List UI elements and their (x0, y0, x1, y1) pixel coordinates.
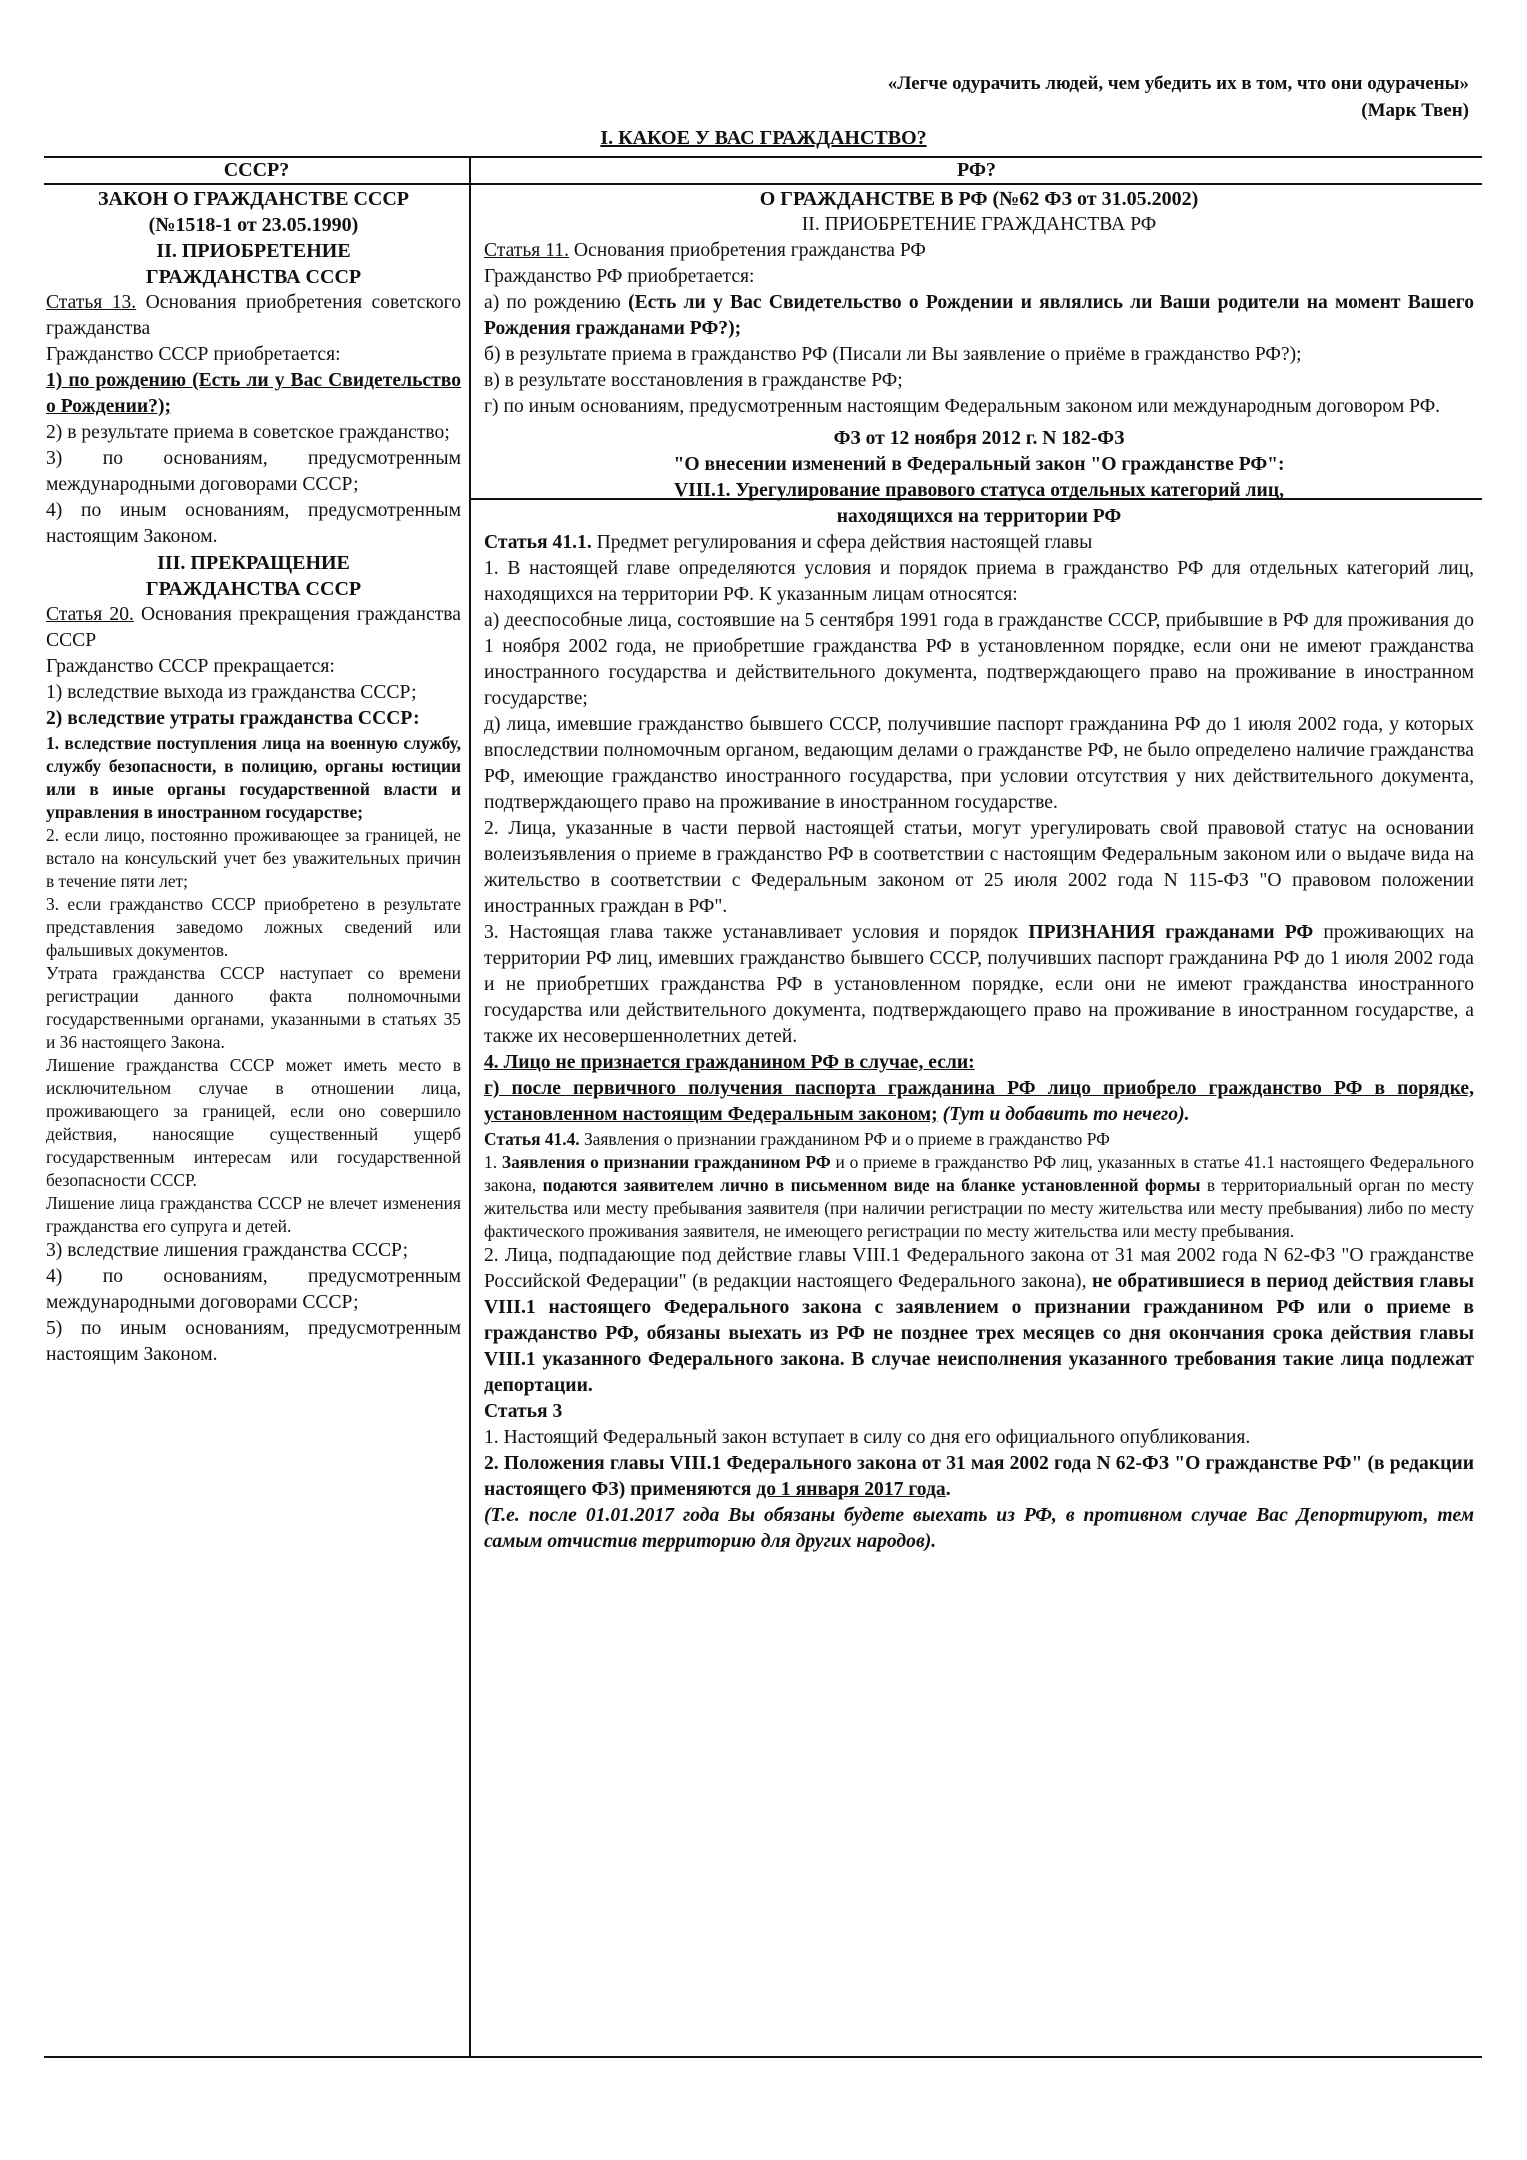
epigraph-author: (Марк Твен) (1361, 100, 1469, 121)
ussr-column (46, 186, 461, 1368)
ussr-art13-label: Статья 13. (46, 292, 137, 313)
column-headers (44, 158, 1482, 185)
art411-p4: 4. Лицо не признается гражданином РФ в случае, если: (484, 1052, 975, 1073)
ussr-sec3-title: III. ПРЕКРАЩЕНИЕ (157, 552, 350, 574)
art3-p2 (484, 1451, 1474, 1503)
rf-acq-a (484, 290, 1474, 342)
ussr-term-1: 1) вследствие выхода из гражданства СССР; (46, 682, 417, 703)
ussr-term-5: 5) по иным основаниям, предусмотренным настоящим Законом. (46, 1318, 461, 1365)
rf-acq-intro: Гражданство РФ приобретается: (484, 266, 755, 287)
rf-law-title: О ГРАЖДАНСТВЕ В РФ (№62 ФЗ от 31.05.2002) (759, 188, 1199, 210)
column-divider (469, 158, 471, 2056)
ussr-art20-label: Статья 20. (46, 604, 134, 625)
ussr-loss-note-3: Лишение лица гражданства СССР не влечет изменения гражданства его супруга и детей. (46, 1193, 461, 1236)
comparison-table (44, 156, 1482, 2058)
art411-text: Предмет регулирования и сфера действия настоящей главы (591, 532, 1093, 553)
epigraph (569, 70, 1469, 124)
fz-title-4: находящихся на территории РФ (836, 506, 1122, 527)
ussr-art20-text: Основания прекращения гражданства СССР (46, 604, 461, 651)
fz-title-3: VIII.1. Урегулирование правового статуса отдельных категорий лиц, (673, 480, 1285, 501)
art414-p2-b: не обратившиеся в период действия главы VIII.1 настоящего Федерального закона с заявлением о признании гражданином РФ или о приеме в гражданство РФ, обязаны выехать из РФ не позднее трех месяцев со дня окончания срока действия главы VIII.1 указанного Федерального закона. В случае неисполнения указанного требования такие лица подлежат депортации. (484, 1271, 1474, 1396)
ussr-acq-4: 4) по иным основаниям, предусмотренным настоящим Законом. (46, 500, 461, 547)
art3-p2-a: 2. Положения главы VIII.1 Федерального закона от 31 мая 2002 года N 62-ФЗ "О гражданстве РФ" (в редакции настоящего ФЗ) применяются (484, 1453, 1474, 1500)
section-title: I. КАКОЕ У ВАС ГРАЖДАНСТВО? (600, 127, 927, 149)
art411-p3-c: проживающих на территории РФ лиц, имевших гражданство бывшего СССР, получивших паспорт гражданина РФ до 1 июля 2002 года и не приобретших гражданства РФ в установленном порядке, если они не имеют гражданства иностранного государства или действительного документа, подтверждающего право на проживание в иностранном государстве, а также их несовершеннолетних детей. (484, 922, 1474, 1047)
ussr-acq-1: 1) по рождению (Есть ли у Вас Свидетельство о Рождении?); (46, 370, 461, 417)
art414-p2 (484, 1243, 1474, 1399)
art411-p4g-text: г) после первичного получения паспорта гражданина РФ лицо приобрело гражданство РФ в порядке, установленном настоящим Федеральным законом; (484, 1078, 1474, 1125)
art411-p2: 2. Лица, указанные в части первой настоящей статьи, могут урегулировать свой правовой статус на основании волеизъявления о приеме в гражданство РФ в соответствии с настоящим Федеральным законом или о выдаче вида на жительство в соответствии с Федеральным законом от 25 июля 2002 года N 115-ФЗ "О правовом положении иностранных граждан в РФ". (484, 818, 1474, 917)
art414-p1 (484, 1151, 1474, 1243)
art411-p4g (484, 1076, 1474, 1128)
art414-label: Статья 41.4. (484, 1129, 580, 1149)
art3-label: Статья 3 (484, 1401, 563, 1422)
rf-art11 (484, 238, 1474, 264)
art414-p2-a: 2. Лица, подпадающие под действие главы VIII.1 Федерального закона от 31 мая 2002 года N 62-ФЗ "О гражданстве Российской Федерации" (в редакции настоящего Федерального закона), (484, 1245, 1474, 1292)
rf-sec2-title: II. ПРИОБРЕТЕНИЕ ГРАЖДАНСТВА РФ (801, 214, 1157, 235)
art414-text: Заявления о признании гражданином РФ и о приеме в гражданство РФ (579, 1129, 1110, 1149)
ussr-term-4: 4) по основаниям, предусмотренным международными договорами СССР; (46, 1266, 461, 1313)
art414-p1-e: в территориальный орган по месту жительства или месту пребывания заявителя (при наличии регистрации по месту жительства или месту пребывания) либо по месту фактического проживания заявителя, не имеющего регистрации по месту жительства или месту пребывания. (484, 1175, 1474, 1241)
art411-heading (484, 530, 1474, 556)
art3-note: (Т.е. после 01.01.2017 года Вы обязаны будете выехать из РФ, в противном случае Вас Депортируют, тем самым отчистив территорию для других народов). (484, 1505, 1474, 1552)
ussr-term-intro: Гражданство СССР прекращается: (46, 656, 335, 677)
ussr-sec2-subtitle: ГРАЖДАНСТВА СССР (145, 266, 362, 288)
ussr-loss-3: 3. если гражданство СССР приобретено в результате представления заведомо ложных сведений или фальшивых документов. (46, 894, 461, 960)
art411-a: а) дееспособные лица, состоявшие на 5 сентября 1991 года в гражданстве СССР, прибывшие в РФ для проживания до 1 ноября 2002 года, не приобретшие гражданства РФ в установленном порядке, если они не имеют гражданства иностранного государства и действительного документа, подтверждающего право на проживание в иностранном государстве; (484, 610, 1474, 709)
art414-p1-a: 1. (484, 1152, 502, 1172)
art411-p4g-note: (Тут и добавить то нечего). (937, 1104, 1190, 1125)
art411-p3-a: 3. Настоящая глава также устанавливает условия и порядок (484, 922, 1029, 943)
ussr-law-number: (№1518-1 от 23.05.1990) (148, 214, 359, 236)
fz-title-1: ФЗ от 12 ноября 2012 г. N 182-ФЗ (833, 428, 1125, 449)
art414-p1-d: подаются заявителем лично в письменном виде на бланке установленной формы (542, 1175, 1201, 1195)
rf-column (484, 186, 1474, 1555)
rf-acq-v: в) в результате восстановления в гражданстве РФ; (484, 370, 903, 391)
art3-p1: 1. Настоящий Федеральный закон вступает в силу со дня его официального опубликования. (484, 1427, 1251, 1448)
art414-heading (484, 1128, 1474, 1151)
art411-d: д) лица, имевшие гражданство бывшего СССР, получившие паспорт гражданина РФ до 1 июля 2002 года, у которых впоследствии полномочным органом, ведающим делами о гражданстве РФ, не было определено наличие гражданства РФ, имеющие гражданство иностранного государства, при условии отсутствия у них действительного документа, подтверждающего право на проживание в иностранном государстве. (484, 714, 1474, 813)
art414-p1-b: Заявления о признании гражданином РФ (501, 1152, 831, 1172)
rf-acq-g: г) по иным основаниям, предусмотренным настоящим Федеральным законом или международным договором РФ. (484, 396, 1441, 417)
rf-art11-text: Основания приобретения гражданства РФ (568, 240, 926, 261)
ussr-sec2-title: II. ПРИОБРЕТЕНИЕ (156, 240, 351, 262)
ussr-acq-2: 2) в результате приема в советское гражданство; (46, 422, 450, 443)
ussr-loss-2: 2. если лицо, постоянно проживающее за границей, не встало на консульский учет без уважительных причин в течение пяти лет; (46, 825, 461, 891)
ussr-loss-note-1: Утрата гражданства СССР наступает со времени регистрации данного факта полномочными государственными органами, указанными в статьях 35 и 36 настоящего Закона. (46, 963, 461, 1052)
column-header-rf: РФ? (956, 159, 997, 181)
ussr-acq-intro: Гражданство СССР приобретается: (46, 344, 341, 365)
rf-acq-a-bold: (Есть ли у Вас Свидетельство о Рождении и являлись ли Ваши родители на момент Вашего Рождения гражданами РФ?); (484, 292, 1474, 339)
art3-p2-b: до 1 января 2017 года (756, 1479, 946, 1500)
ussr-loss-note-2: Лишение гражданства СССР может иметь место в исключительном случае в отношении лица, проживающего за границей, если оно совершило действия, наносящие существенный ущерб государственным интересам или государственной безопасности СССР. (46, 1055, 461, 1190)
ussr-art20 (46, 602, 461, 654)
art3-p2-c: . (945, 1479, 951, 1500)
rf-acq-b: б) в результате приема в гражданство РФ (Писали ли Вы заявление о приёме в гражданство РФ?); (484, 344, 1302, 365)
ussr-term-3: 3) вследствие лишения гражданства СССР; (46, 1240, 409, 1261)
ussr-art13 (46, 290, 461, 342)
art414-p1-c: и о приеме в гражданство РФ лиц, указанных в статье 41.1 настоящего Федерального закона, (484, 1152, 1474, 1195)
ussr-term-2: 2) вследствие утраты гражданства СССР: (46, 708, 420, 729)
fz-title-2: "О внесении изменений в Федеральный закон "О гражданстве РФ": (673, 454, 1285, 475)
ussr-law-title: ЗАКОН О ГРАЖДАНСТВЕ СССР (97, 188, 410, 210)
art411-p3 (484, 920, 1474, 1050)
art411-p3-b: ПРИЗНАНИЯ гражданами РФ (1028, 922, 1314, 943)
art411-p1: 1. В настоящей главе определяются условия и порядок приема в гражданство РФ для отдельных категорий лиц, находящихся на территории РФ. К указанным лицам относятся: (484, 558, 1474, 605)
rf-art11-label: Статья 11. (484, 240, 569, 261)
rf-acq-a-plain: а) по рождению (484, 292, 629, 313)
column-header-ussr: СССР? (223, 159, 290, 181)
art411-label: Статья 41.1. (484, 532, 592, 553)
ussr-acq-3: 3) по основаниям, предусмотренным международными договорами СССР; (46, 448, 461, 495)
ussr-sec3-subtitle: ГРАЖДАНСТВА СССР (145, 578, 362, 600)
ussr-loss-1: 1. вследствие поступления лица на военную службу, службу безопасности, в полицию, органы юстиции или в иные органы государственной власти и управления в иностранном государстве; (46, 733, 461, 822)
ussr-art13-text: Основания приобретения советского гражданства (46, 292, 461, 339)
epigraph-quote: «Легче одурачить людей, чем убедить их в том, что они одурачены» (887, 73, 1469, 94)
